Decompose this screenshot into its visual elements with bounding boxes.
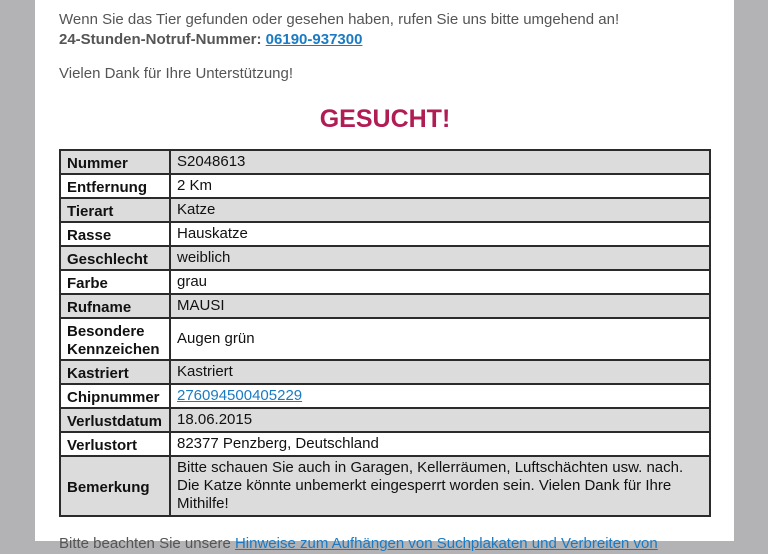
hotline-label: 24-Stunden-Notruf-Nummer: [59,31,262,48]
row-label: Nummer [60,150,170,174]
chip-number-link[interactable]: 276094500405229 [177,387,303,404]
table-row [60,318,710,360]
row-value [170,384,710,408]
row-value: weiblich [170,246,710,270]
row-label: Bemerkung [60,456,170,516]
row-label: Farbe [60,270,170,294]
row-label: Chipnummer [60,384,170,408]
table-row [60,198,710,222]
table-row [60,174,710,198]
row-value: Katze [170,198,710,222]
table-row [60,222,710,246]
row-label: Verlustdatum [60,408,170,432]
page-panel [35,0,734,552]
row-value: Kastriert [170,360,710,384]
row-value: 2 Km [170,174,710,198]
row-value: MAUSI [170,294,710,318]
row-value: S2048613 [170,150,710,174]
row-label: Rasse [60,222,170,246]
row-value: grau [170,270,710,294]
content [59,0,711,554]
table-row [60,432,710,456]
row-value: 18.06.2015 [170,408,710,432]
row-label: Entfernung [60,174,170,198]
table-row [60,270,710,294]
thanks-text: Vielen Dank für Ihre Unterstützung! [59,65,294,82]
page-title: GESUCHT! [319,105,451,133]
footer-prefix: Bitte beachten Sie unsere [59,535,235,552]
table-row [60,246,710,270]
row-value: 82377 Penzberg, Deutschland [170,432,710,456]
row-label: Rufname [60,294,170,318]
footer-link[interactable]: Hinweise zum Aufhängen von Suchplakaten und Verbreiten von [234,535,658,552]
table-row [60,384,710,408]
row-value: Bitte schauen Sie auch in Garagen, Kellerräumen, Luftschächten usw. nach. Die Katze könnte unbemerkt eingesperrt worden sein. Vielen Dank für Ihre Mithilfe! [170,456,710,516]
table-row [60,150,710,174]
table-row [60,408,710,432]
table-row [60,456,710,516]
details-table [59,149,711,517]
row-label: Besondere Kennzeichen [60,318,170,360]
footer-note [59,534,711,554]
hotline-line [59,30,711,50]
row-value: Augen grün [170,318,710,360]
hotline-number-link[interactable]: 06190-937300 [265,31,363,48]
row-value: Hauskatze [170,222,710,246]
row-label: Kastriert [60,360,170,384]
row-label: Verlustort [60,432,170,456]
row-label: Geschlecht [60,246,170,270]
row-label: Tierart [60,198,170,222]
intro-line: Wenn Sie das Tier gefunden oder gesehen haben, rufen Sie uns bitte umgehend an! [59,11,620,28]
table-row [60,360,710,384]
intro-text [59,10,711,50]
table-row [60,294,710,318]
